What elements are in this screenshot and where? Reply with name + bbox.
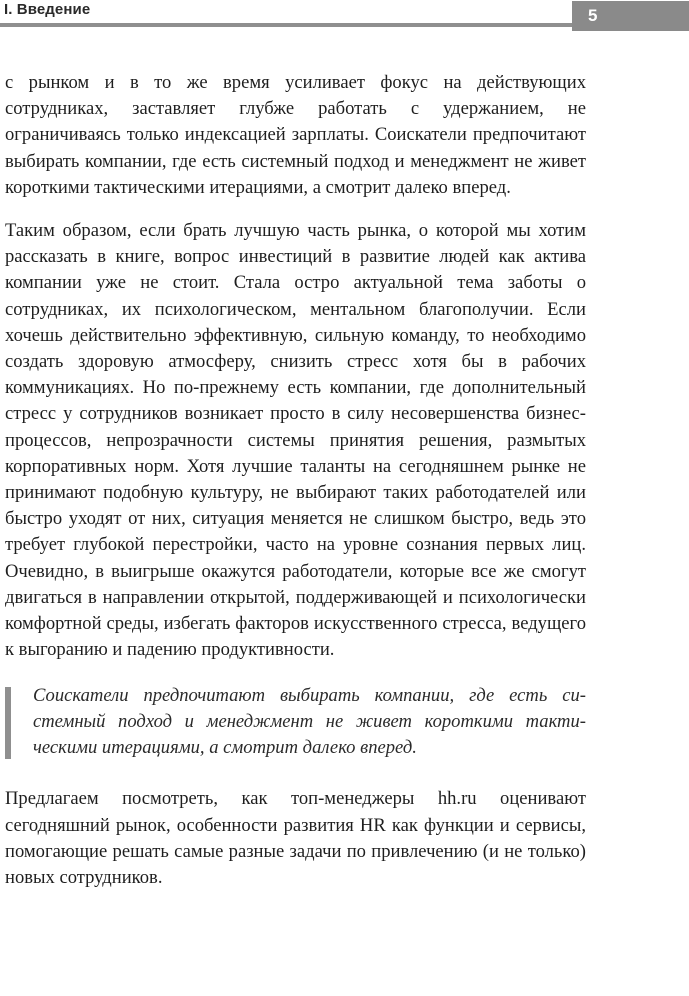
body-paragraph: Таким образом, если брать лучшую часть рынка, о которой мы хотим рассказать в книге, вопрос инвестиций в развитие людей как актива компании уже не стоит. Стала остро актуальной тема заботы о сотрудниках, их психологическом, ментальном благополучии. Если хочешь действительно эффективную, сильную команду, то необходимо создать здоровую атмосферу, снизить стресс хотя бы в рабочих коммуникациях. Но по-прежнему есть компании, где дополнительный стресс у сотрудников возникает просто в силу несовершенства бизнес-процессов, непрозрачности системы принятия решения, размытых корпоративных норм. Хотя лучшие таланты на сегодняшнем рынке не принимают подобную культуру, не выбирают таких работодателей или быстро уходят от них, ситуация меняется не слишком быстро, ведь это требует глубокой перестройки, часто на уровне сознания первых лиц. Очевидно, в выигрыше окажутся работодатели, которые все же смогут двигаться в направлении открытой, поддерживающей и психологически комфортной среды, избегать факторов искусственного стресса, ведущего к выгоранию и падению продуктивности. <box>5 220 586 661</box>
running-header <box>0 0 689 30</box>
page-number-tab <box>572 1 689 31</box>
page-number: 5 <box>588 6 598 25</box>
page-body <box>5 70 586 891</box>
body-paragraph: с рынком и в то же время усиливает фокус на действующих сотрудниках, заставляет глубже работать с удержанием, не ограничиваясь только индексацией зарплаты. Соискатели предпочитают выбирать компании, где есть системный подход и менеджмент не живет короткими тактическими итерациями, а смотрит далеко вперед. <box>5 72 586 198</box>
closing-paragraph: Предлагаем посмотреть, как топ-менеджеры hh.ru оценивают сегодняшний рынок, особенности развития HR как функции и сервисы, помогающие решать самые разные задачи по привлечению (и не только) новых сотрудников. <box>5 788 586 889</box>
header-rule <box>0 23 575 27</box>
quote-bar <box>5 687 11 759</box>
pull-quote-text: Соискатели предпочитают выбирать компании, где есть системный подход и менеджмент не живет короткими тактическими итерациями, а смотрит далеко вперед. <box>33 685 586 759</box>
pull-quote <box>5 683 586 761</box>
chapter-title: I. Введение <box>4 1 91 18</box>
